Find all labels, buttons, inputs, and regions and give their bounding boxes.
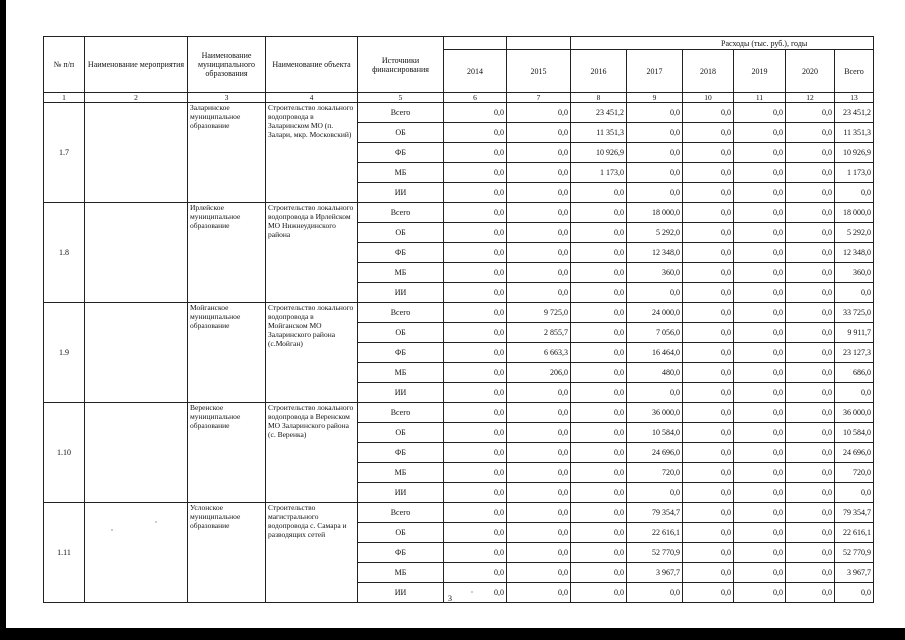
year-value: 0,0 [444, 583, 507, 603]
funding-source: МБ [358, 463, 444, 483]
year-value: 0,0 [571, 203, 627, 223]
year-value: 0,0 [627, 183, 683, 203]
total-value: 33 725,0 [835, 303, 874, 323]
total-value: 9 911,7 [835, 323, 874, 343]
funding-source: ОБ [358, 123, 444, 143]
total-value: 0,0 [835, 283, 874, 303]
year-value: 0,0 [734, 123, 786, 143]
year-value: 0,0 [627, 123, 683, 143]
total-value: 10 926,9 [835, 143, 874, 163]
year-value: 0,0 [571, 243, 627, 263]
column-number-row [44, 93, 874, 103]
table-row [44, 503, 874, 523]
year-value: 0,0 [507, 563, 571, 583]
year-value: 0,0 [786, 103, 835, 123]
funding-source: ФБ [358, 443, 444, 463]
year-value: 0,0 [571, 443, 627, 463]
year-value: 0,0 [444, 283, 507, 303]
year-value: 0,0 [683, 523, 734, 543]
year-value: 0,0 [507, 503, 571, 523]
year-value: 5 292,0 [627, 223, 683, 243]
year-value: 0,0 [571, 323, 627, 343]
year-value: 0,0 [683, 423, 734, 443]
year-value: 6 663,3 [507, 343, 571, 363]
row-index: 1.7 [44, 103, 85, 203]
year-value: 0,0 [507, 263, 571, 283]
funding-source: Всего [358, 203, 444, 223]
year-value: 0,0 [786, 363, 835, 383]
year-value: 0,0 [786, 143, 835, 163]
year-value: 0,0 [683, 243, 734, 263]
total-value: 23 127,3 [835, 343, 874, 363]
total-value: 79 354,7 [835, 503, 874, 523]
scan-edge-bottom [0, 628, 905, 640]
year-value: 0,0 [786, 283, 835, 303]
year-value: 0,0 [627, 163, 683, 183]
year-value: 206,0 [507, 363, 571, 383]
year-value: 11 351,3 [571, 123, 627, 143]
year-value: 0,0 [507, 283, 571, 303]
year-value: 0,0 [507, 463, 571, 483]
year-value: 0,0 [683, 323, 734, 343]
header-year: 2014 [444, 50, 507, 93]
funding-source: ФБ [358, 343, 444, 363]
header-blank-2015 [507, 37, 571, 50]
municipality-cell: Услонское муниципальное образование [188, 503, 266, 603]
row-index: 1.11 [44, 503, 85, 603]
year-value: 52 770,9 [627, 543, 683, 563]
measure-cell [85, 203, 188, 303]
total-value: 36 000,0 [835, 403, 874, 423]
funding-source: ОБ [358, 523, 444, 543]
year-value: 0,0 [734, 523, 786, 543]
year-value: 23 451,2 [571, 103, 627, 123]
year-value: 0,0 [786, 383, 835, 403]
year-value: 0,0 [507, 183, 571, 203]
column-number: 7 [507, 93, 571, 103]
header-num: № п/п [44, 37, 85, 93]
year-value: 0,0 [786, 563, 835, 583]
year-value: 0,0 [507, 123, 571, 143]
header-municipality: Наименование муниципального образования [188, 37, 266, 93]
column-number: 6 [444, 93, 507, 103]
object-cell: Строительство локального водопровода в Ирлейском МО Нижнеудинского района [266, 203, 358, 303]
funding-source: ФБ [358, 243, 444, 263]
year-value: 0,0 [683, 503, 734, 523]
year-value: 0,0 [571, 223, 627, 243]
year-value: 9 725,0 [507, 303, 571, 323]
funding-source: МБ [358, 363, 444, 383]
year-value: 0,0 [734, 563, 786, 583]
municipality-cell: Веренское муниципальное образование [188, 403, 266, 503]
total-value: 5 292,0 [835, 223, 874, 243]
object-cell: Строительство локального водопровода в Заларинском МО (п. Залари, мкр. Московский) [266, 103, 358, 203]
year-value: 0,0 [683, 303, 734, 323]
budget-table [43, 36, 874, 603]
total-value: 22 616,1 [835, 523, 874, 543]
measure-cell [85, 303, 188, 403]
year-value: 0,0 [734, 443, 786, 463]
column-number: 12 [786, 93, 835, 103]
year-value: 0,0 [786, 483, 835, 503]
header-year: 2018 [683, 50, 734, 93]
municipality-cell: Заларинское муниципальное образование [188, 103, 266, 203]
funding-source: ОБ [358, 423, 444, 443]
year-value: 0,0 [683, 103, 734, 123]
table-row [44, 103, 874, 123]
header-measure: Наименование мероприятия [85, 37, 188, 93]
funding-source: ОБ [358, 223, 444, 243]
year-value: 0,0 [786, 303, 835, 323]
funding-source: МБ [358, 263, 444, 283]
year-value: 0,0 [786, 423, 835, 443]
year-value: 0,0 [734, 543, 786, 563]
funding-source: ИИ [358, 583, 444, 603]
header-object: Наименование объекта [266, 37, 358, 93]
year-value: 0,0 [786, 243, 835, 263]
year-value: 7 056,0 [627, 323, 683, 343]
year-value: 0,0 [786, 523, 835, 543]
year-value: 0,0 [507, 143, 571, 163]
year-value: 0,0 [571, 383, 627, 403]
year-value: 0,0 [734, 263, 786, 283]
year-value: 720,0 [627, 463, 683, 483]
year-value: 0,0 [571, 543, 627, 563]
funding-source: МБ [358, 163, 444, 183]
year-value: 0,0 [627, 143, 683, 163]
year-value: 0,0 [786, 183, 835, 203]
row-index: 1.9 [44, 303, 85, 403]
year-value: 0,0 [627, 103, 683, 123]
year-value: 0,0 [734, 503, 786, 523]
year-value: 0,0 [734, 103, 786, 123]
year-value: 0,0 [571, 403, 627, 423]
municipality-cell: Ирлейское муниципальное образование [188, 203, 266, 303]
header-year: 2017 [627, 50, 683, 93]
year-value: 0,0 [786, 323, 835, 343]
year-value: 0,0 [786, 203, 835, 223]
year-value: 10 584,0 [627, 423, 683, 443]
year-value: 18 000,0 [627, 203, 683, 223]
funding-source: ФБ [358, 543, 444, 563]
year-value: 24 696,0 [627, 443, 683, 463]
year-value: 0,0 [734, 343, 786, 363]
year-value: 0,0 [683, 403, 734, 423]
header-year: 2019 [734, 50, 786, 93]
header-year: 2016 [571, 50, 627, 93]
total-value: 1 173,0 [835, 163, 874, 183]
year-value: 0,0 [444, 103, 507, 123]
measure-cell [85, 503, 188, 603]
year-value: 0,0 [571, 583, 627, 603]
column-number: 2 [85, 93, 188, 103]
year-value: 0,0 [444, 223, 507, 243]
year-value: 0,0 [683, 123, 734, 143]
year-value: 0,0 [507, 223, 571, 243]
total-value: 12 348,0 [835, 243, 874, 263]
year-value: 0,0 [786, 463, 835, 483]
year-value: 0,0 [786, 123, 835, 143]
year-value: 0,0 [444, 323, 507, 343]
year-value: 16 464,0 [627, 343, 683, 363]
year-value: 0,0 [444, 483, 507, 503]
year-value: 0,0 [507, 163, 571, 183]
year-value: 0,0 [507, 423, 571, 443]
year-value: 0,0 [571, 363, 627, 383]
column-number: 3 [188, 93, 266, 103]
year-value: 0,0 [571, 283, 627, 303]
year-value: 0,0 [444, 123, 507, 143]
year-value: 0,0 [683, 483, 734, 503]
year-value: 0,0 [444, 243, 507, 263]
year-value: 0,0 [734, 383, 786, 403]
year-value: 0,0 [683, 203, 734, 223]
year-value: 0,0 [683, 543, 734, 563]
header-blank-2014 [444, 37, 507, 50]
year-value: 0,0 [734, 463, 786, 483]
object-cell: Строительство магистрального водопровода с. Самара и разводящих сетей [266, 503, 358, 603]
year-value: 0,0 [444, 383, 507, 403]
total-value: 23 451,2 [835, 103, 874, 123]
year-value: 0,0 [734, 423, 786, 443]
table-row [44, 303, 874, 323]
total-value: 0,0 [835, 183, 874, 203]
year-value: 0,0 [444, 543, 507, 563]
total-value: 24 696,0 [835, 443, 874, 463]
year-value: 2 855,7 [507, 323, 571, 343]
funding-source: Всего [358, 303, 444, 323]
column-number: 1 [44, 93, 85, 103]
year-value: 0,0 [786, 223, 835, 243]
total-value: 52 770,9 [835, 543, 874, 563]
year-value: 0,0 [444, 143, 507, 163]
header-year: 2020 [786, 50, 835, 93]
year-value: 0,0 [571, 303, 627, 323]
year-value: 0,0 [734, 243, 786, 263]
funding-source: Всего [358, 503, 444, 523]
year-value: 0,0 [683, 563, 734, 583]
total-value: 686,0 [835, 363, 874, 383]
total-value: 11 351,3 [835, 123, 874, 143]
row-index: 1.8 [44, 203, 85, 303]
total-value: 0,0 [835, 383, 874, 403]
year-value: 0,0 [571, 183, 627, 203]
table-row [44, 203, 874, 223]
funding-source: ИИ [358, 383, 444, 403]
funding-source: Всего [358, 103, 444, 123]
year-value: 0,0 [683, 143, 734, 163]
year-value: 0,0 [444, 183, 507, 203]
year-value: 0,0 [507, 443, 571, 463]
header-expenses: Расходы (тыс. руб.), годы [571, 37, 874, 50]
year-value: 0,0 [507, 203, 571, 223]
funding-source: ИИ [358, 483, 444, 503]
total-value: 0,0 [835, 583, 874, 603]
year-value: 0,0 [734, 203, 786, 223]
year-value: 0,0 [444, 203, 507, 223]
year-value: 0,0 [444, 363, 507, 383]
year-value: 0,0 [734, 303, 786, 323]
year-value: 10 926,9 [571, 143, 627, 163]
year-value: 0,0 [444, 163, 507, 183]
year-value: 12 348,0 [627, 243, 683, 263]
measure-cell [85, 103, 188, 203]
year-value: 0,0 [571, 463, 627, 483]
measure-cell [85, 403, 188, 503]
year-value: 0,0 [786, 163, 835, 183]
year-value: 0,0 [683, 223, 734, 243]
column-number: 13 [835, 93, 874, 103]
year-value: 24 000,0 [627, 303, 683, 323]
year-value: 0,0 [444, 443, 507, 463]
header-source: Источники финансирования [358, 37, 444, 93]
year-value: 0,0 [786, 263, 835, 283]
year-value: 0,0 [786, 583, 835, 603]
year-value: 0,0 [683, 583, 734, 603]
year-value: 0,0 [683, 283, 734, 303]
funding-source: ИИ [358, 183, 444, 203]
year-value: 0,0 [571, 483, 627, 503]
scan-edge-left [0, 0, 6, 640]
object-cell: Строительство локального водопровода в Веренском МО Заларинского района (с. Веренка) [266, 403, 358, 503]
municipality-cell: Мойганское муниципальное образование [188, 303, 266, 403]
funding-source: МБ [358, 563, 444, 583]
column-number: 5 [358, 93, 444, 103]
year-value: 0,0 [507, 403, 571, 423]
row-index: 1.10 [44, 403, 85, 503]
year-value: 0,0 [683, 163, 734, 183]
total-value: 18 000,0 [835, 203, 874, 223]
total-value: 360,0 [835, 263, 874, 283]
year-value: 0,0 [734, 403, 786, 423]
year-value: 0,0 [444, 503, 507, 523]
year-value: 0,0 [627, 283, 683, 303]
year-value: 0,0 [734, 283, 786, 303]
year-value: 0,0 [786, 543, 835, 563]
year-value: 0,0 [444, 563, 507, 583]
column-number: 9 [627, 93, 683, 103]
year-value: 0,0 [507, 483, 571, 503]
year-value: 0,0 [734, 363, 786, 383]
column-number: 11 [734, 93, 786, 103]
funding-source: ФБ [358, 143, 444, 163]
year-value: 0,0 [627, 483, 683, 503]
year-value: 0,0 [734, 143, 786, 163]
year-value: 0,0 [683, 343, 734, 363]
year-value: 0,0 [786, 403, 835, 423]
year-value: 0,0 [786, 503, 835, 523]
year-value: 0,0 [571, 523, 627, 543]
year-value: 3 967,7 [627, 563, 683, 583]
year-value: 0,0 [571, 343, 627, 363]
year-value: 0,0 [507, 383, 571, 403]
year-value: 0,0 [571, 503, 627, 523]
total-value: 720,0 [835, 463, 874, 483]
table-row [44, 403, 874, 423]
year-value: 0,0 [444, 343, 507, 363]
year-value: 480,0 [627, 363, 683, 383]
year-value: 79 354,7 [627, 503, 683, 523]
year-value: 0,0 [444, 263, 507, 283]
header-year: 2015 [507, 50, 571, 93]
object-cell: Строительство локального водопровода в Мойганском МО Заларинского района (с.Мойган) [266, 303, 358, 403]
funding-source: Всего [358, 403, 444, 423]
year-value: 0,0 [683, 263, 734, 283]
total-value: 10 584,0 [835, 423, 874, 443]
year-value: 0,0 [734, 583, 786, 603]
year-value: 0,0 [507, 103, 571, 123]
year-value: 0,0 [444, 523, 507, 543]
year-value: 0,0 [507, 543, 571, 563]
column-number: 8 [571, 93, 627, 103]
year-value: 0,0 [734, 323, 786, 343]
year-value: 0,0 [507, 583, 571, 603]
year-value: 0,0 [444, 463, 507, 483]
year-value: 0,0 [627, 583, 683, 603]
column-number: 4 [266, 93, 358, 103]
funding-source: ИИ [358, 283, 444, 303]
column-number: 10 [683, 93, 734, 103]
year-value: 0,0 [786, 443, 835, 463]
year-value: 0,0 [444, 423, 507, 443]
year-value: 0,0 [571, 563, 627, 583]
total-value: 3 967,7 [835, 563, 874, 583]
year-value: 360,0 [627, 263, 683, 283]
year-value: 0,0 [734, 163, 786, 183]
year-value: 36 000,0 [627, 403, 683, 423]
year-value: 0,0 [734, 183, 786, 203]
year-value: 0,0 [683, 443, 734, 463]
total-value: 0,0 [835, 483, 874, 503]
year-value: 0,0 [734, 483, 786, 503]
funding-source: ОБ [358, 323, 444, 343]
header-total: Всего [835, 50, 874, 93]
year-value: 0,0 [444, 403, 507, 423]
year-value: 0,0 [507, 523, 571, 543]
year-value: 0,0 [507, 243, 571, 263]
year-value: 0,0 [734, 223, 786, 243]
year-value: 0,0 [571, 423, 627, 443]
year-value: 0,0 [571, 263, 627, 283]
year-value: 0,0 [683, 183, 734, 203]
header-row-1 [44, 37, 874, 50]
year-value: 0,0 [627, 383, 683, 403]
page-number: 3 [448, 594, 452, 603]
year-value: 22 616,1 [627, 523, 683, 543]
year-value: 0,0 [444, 303, 507, 323]
year-value: 0,0 [683, 383, 734, 403]
year-value: 0,0 [683, 463, 734, 483]
year-value: 0,0 [683, 363, 734, 383]
year-value: 1 173,0 [571, 163, 627, 183]
year-value: 0,0 [786, 343, 835, 363]
